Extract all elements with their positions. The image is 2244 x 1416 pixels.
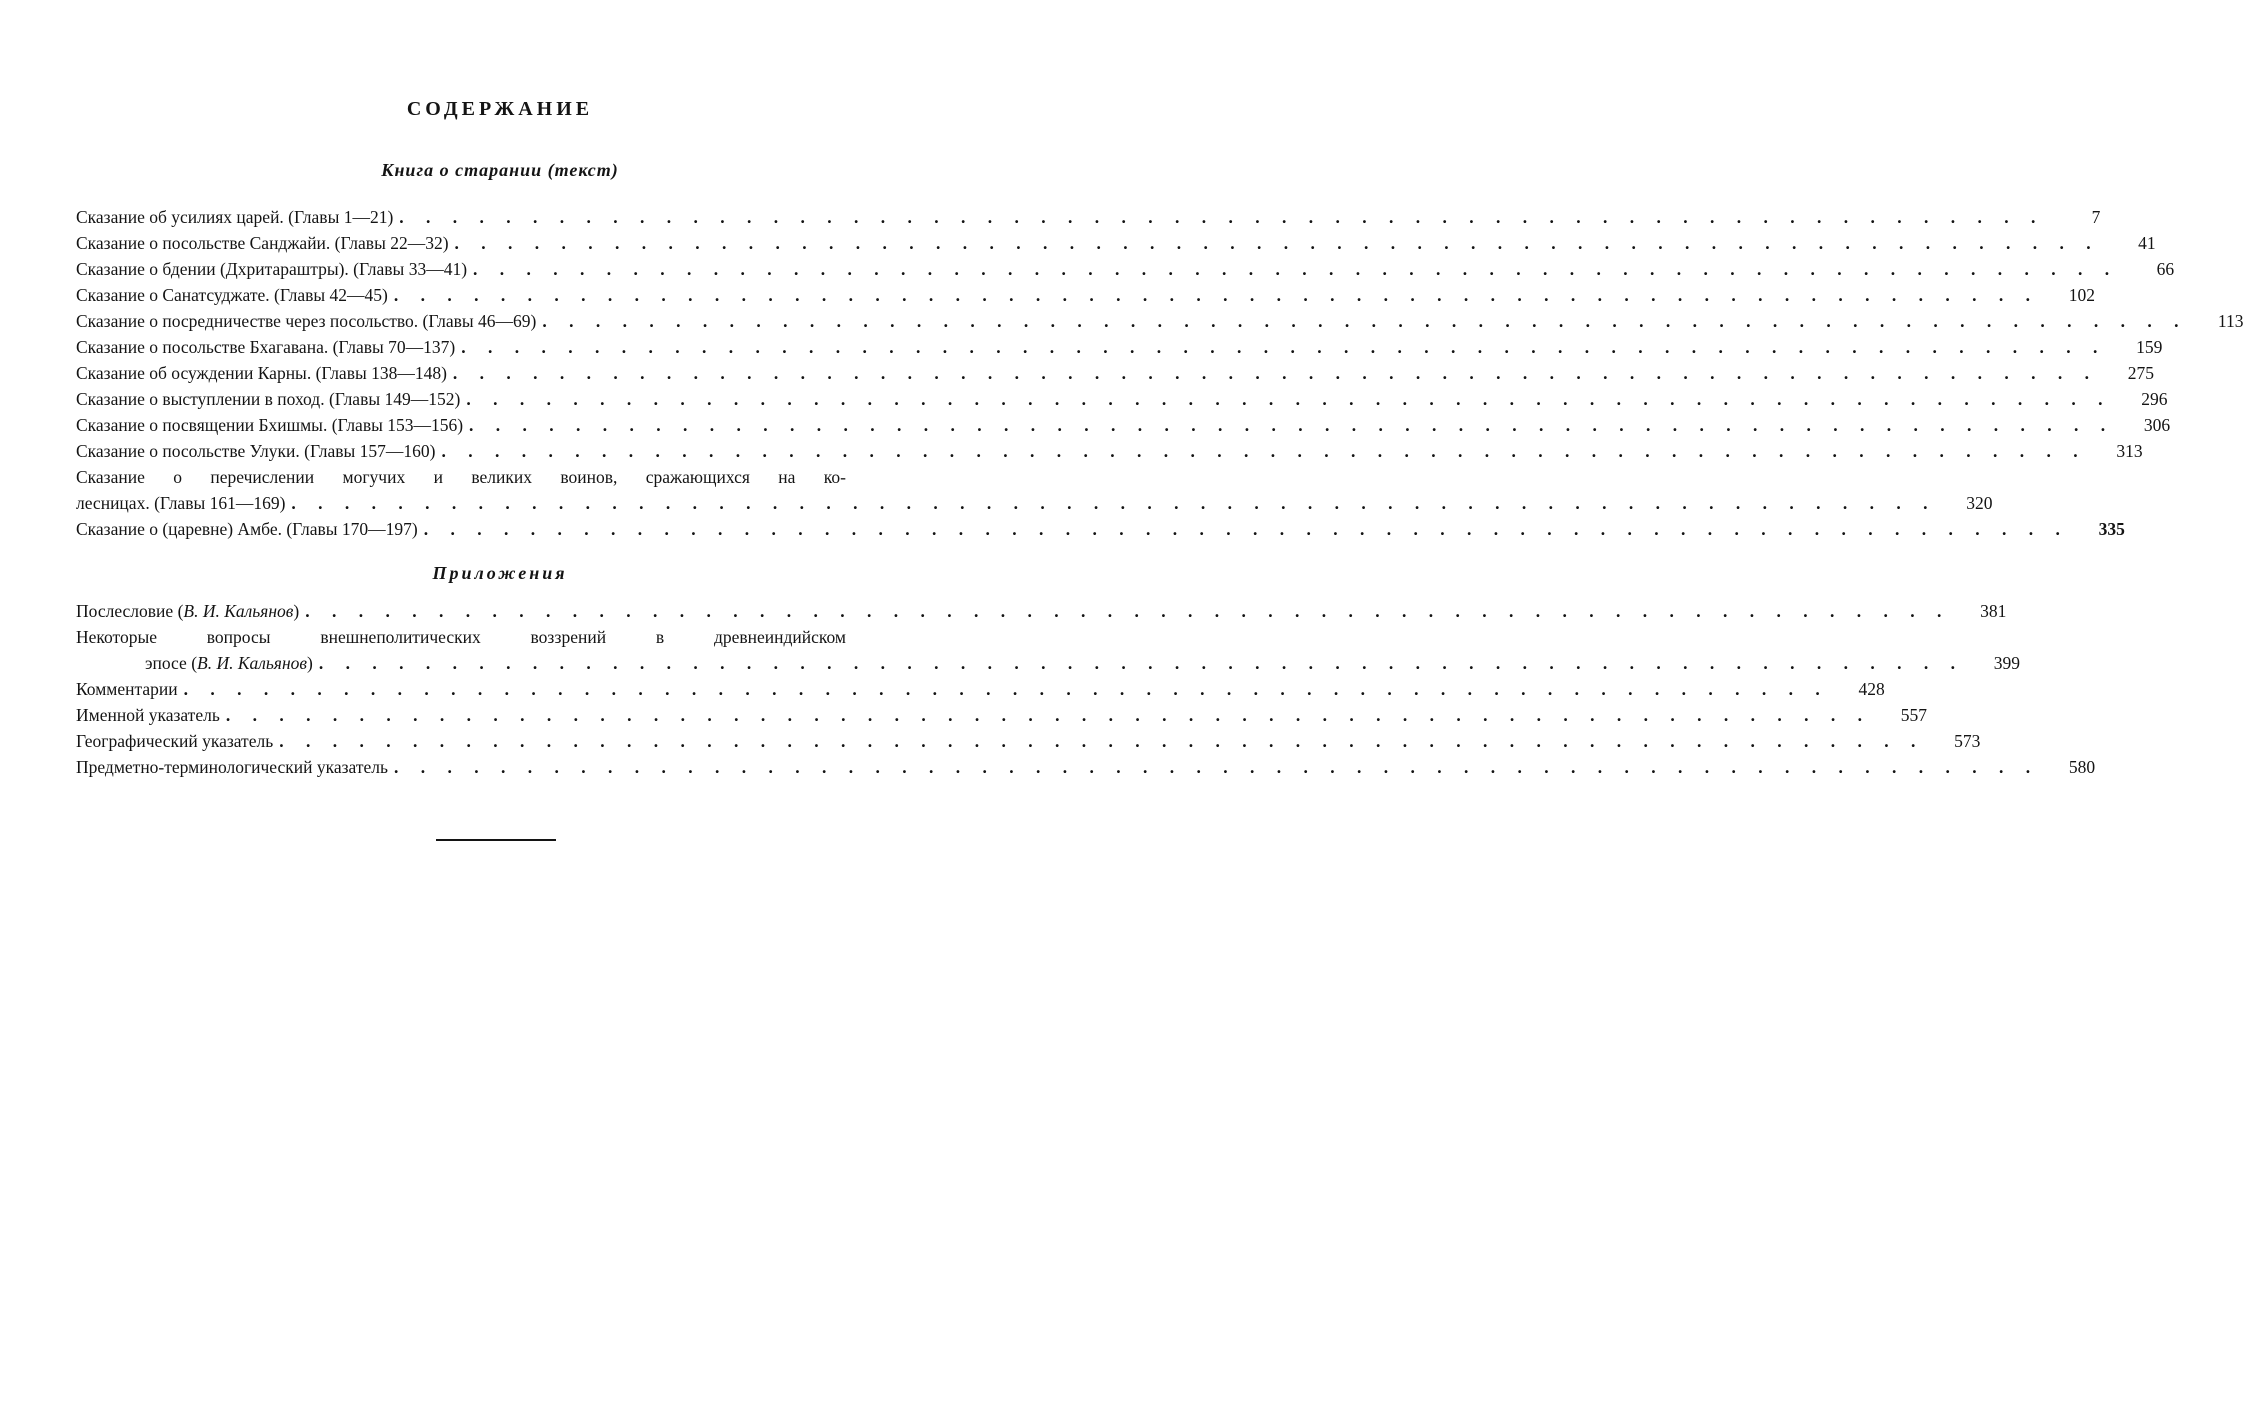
toc-entry[interactable] bbox=[76, 702, 1927, 728]
toc-entry[interactable] bbox=[76, 754, 2096, 780]
toc-entry-page: 399 bbox=[1993, 653, 2020, 673]
dot-leader bbox=[473, 256, 2118, 282]
toc-entry[interactable] bbox=[76, 412, 2171, 438]
toc-entry[interactable] bbox=[76, 256, 2175, 282]
toc-appendix bbox=[76, 598, 2096, 780]
toc-entry[interactable] bbox=[76, 438, 2143, 464]
dot-leader bbox=[461, 334, 2106, 360]
toc-entry[interactable] bbox=[76, 204, 2101, 230]
toc-entry-multiline[interactable] bbox=[76, 464, 1993, 516]
dot-leader bbox=[394, 754, 2039, 780]
toc-entry-page: 275 bbox=[2127, 363, 2155, 383]
toc-entry-title: Сказание об усилиях царей. (Главы 1—21) bbox=[76, 207, 394, 227]
dot-leader bbox=[453, 360, 2098, 386]
dot-leader bbox=[466, 386, 2111, 412]
dot-leader bbox=[469, 412, 2114, 438]
toc-entry[interactable] bbox=[76, 516, 2125, 542]
toc-entry-page: 320 bbox=[1966, 493, 1993, 513]
toc-entry-page: 102 bbox=[2068, 285, 2095, 305]
toc-entry-page: 159 bbox=[2136, 337, 2163, 357]
dot-leader bbox=[455, 230, 2100, 256]
toc-entry[interactable] bbox=[76, 728, 1981, 754]
toc-entry[interactable] bbox=[76, 676, 1885, 702]
dot-leader bbox=[305, 598, 1950, 624]
dot-leader bbox=[542, 308, 2187, 334]
toc-entry-page: 306 bbox=[2143, 415, 2171, 435]
toc-entry-title: Сказание о посредничестве через посольство. (Главы 46—69) bbox=[76, 311, 537, 331]
dot-leader bbox=[291, 490, 1936, 516]
section-title-book: Книга о старании (текст) bbox=[381, 160, 619, 180]
dot-leader bbox=[184, 676, 1829, 702]
toc-entry-page: 113 bbox=[2217, 311, 2244, 331]
dot-leader bbox=[399, 204, 2044, 230]
toc-entry-page: 335 bbox=[2098, 519, 2125, 539]
dot-leader bbox=[394, 282, 2039, 308]
dot-leader bbox=[442, 438, 2087, 464]
toc-entry-page: 557 bbox=[1900, 705, 1927, 725]
toc-entry-title: Сказание о Санатсуджате. (Главы 42—45) bbox=[76, 285, 388, 305]
toc-entry-title-line1: Некоторые вопросы внешнеполитических воззрений в древнеиндийском bbox=[76, 627, 846, 647]
toc-entry-title: Послесловие bbox=[76, 601, 174, 621]
toc-book bbox=[76, 204, 2244, 542]
toc-entry-title: Сказание об осуждении Карны. (Главы 138—148) bbox=[76, 363, 447, 383]
toc-entry-page: 296 bbox=[2141, 389, 2168, 409]
toc-entry-title: Сказание о (царевне) Амбе. (Главы 170—197) bbox=[76, 519, 418, 539]
toc-entry-title: Сказание о посольстве Улуки. (Главы 157—160) bbox=[76, 441, 436, 461]
toc-entry[interactable] bbox=[76, 308, 2244, 334]
toc-entry-page: 41 bbox=[2138, 233, 2156, 253]
toc-entry[interactable] bbox=[76, 334, 2163, 360]
dot-leader bbox=[279, 728, 1924, 754]
toc-entry-page: 580 bbox=[2068, 757, 2096, 777]
toc-entry-title: Сказание о посольстве Санджайи. (Главы 22—32) bbox=[76, 233, 449, 253]
toc-entry-page: 7 bbox=[2091, 207, 2101, 227]
toc-entry-title: Географический указатель bbox=[76, 731, 274, 751]
toc-entry-author: В. И. Кальянов bbox=[183, 601, 294, 621]
section-title-appendix: Приложения bbox=[432, 563, 568, 583]
toc-entry-title-line2: лесницах. (Главы 161—169) bbox=[76, 493, 286, 513]
toc-entry[interactable]: Послесловие (В. И. Кальянов) . . . 381 bbox=[76, 598, 904, 624]
page-title: СОДЕРЖАНИЕ bbox=[406, 98, 594, 120]
toc-entry[interactable] bbox=[76, 230, 2156, 256]
toc-entry[interactable] bbox=[76, 386, 2168, 412]
end-divider bbox=[436, 839, 556, 841]
toc-entry-page: 313 bbox=[2116, 441, 2143, 461]
toc-entry-page: 573 bbox=[1954, 731, 1981, 751]
toc-entry-page: 66 bbox=[2156, 259, 2175, 279]
toc-entry-page: 428 bbox=[1858, 679, 1885, 699]
toc-entry-multiline[interactable]: Некоторые вопросы внешнеполитических воззрений в древнеиндийском эпосе (В. И. Кальянов) . . . 399 bbox=[76, 624, 904, 676]
toc-entry-title: Сказание о посольстве Бхагавана. (Главы 70—137) bbox=[76, 337, 456, 357]
toc-entry-title: Сказание о выступлении в поход. (Главы 149—152) bbox=[76, 389, 461, 409]
toc-entry-title: Именной указатель bbox=[76, 705, 220, 725]
dot-leader bbox=[319, 650, 1964, 676]
dot-leader bbox=[424, 516, 2069, 542]
toc-entry[interactable] bbox=[76, 282, 2095, 308]
toc-entry-author: В. И. Кальянов bbox=[197, 653, 307, 673]
toc-entry-title: Сказание о посвящении Бхишмы. (Главы 153—156) bbox=[76, 415, 464, 435]
toc-entry-title: Сказание о бдении (Дхритараштры). (Главы 33—41) bbox=[76, 259, 468, 279]
toc-entry-title-line2: эпосе bbox=[145, 653, 187, 673]
toc-entry[interactable] bbox=[76, 360, 2155, 386]
dot-leader bbox=[226, 702, 1871, 728]
toc-entry-title: Предметно-терминологический указатель bbox=[76, 757, 389, 777]
toc-entry-title-line1: Сказание о перечислении могучих и великих воинов, сражающихся на ко- bbox=[76, 467, 846, 487]
toc-entry-page: 381 bbox=[1980, 601, 2007, 621]
toc-entry-title: Комментарии bbox=[76, 679, 178, 699]
